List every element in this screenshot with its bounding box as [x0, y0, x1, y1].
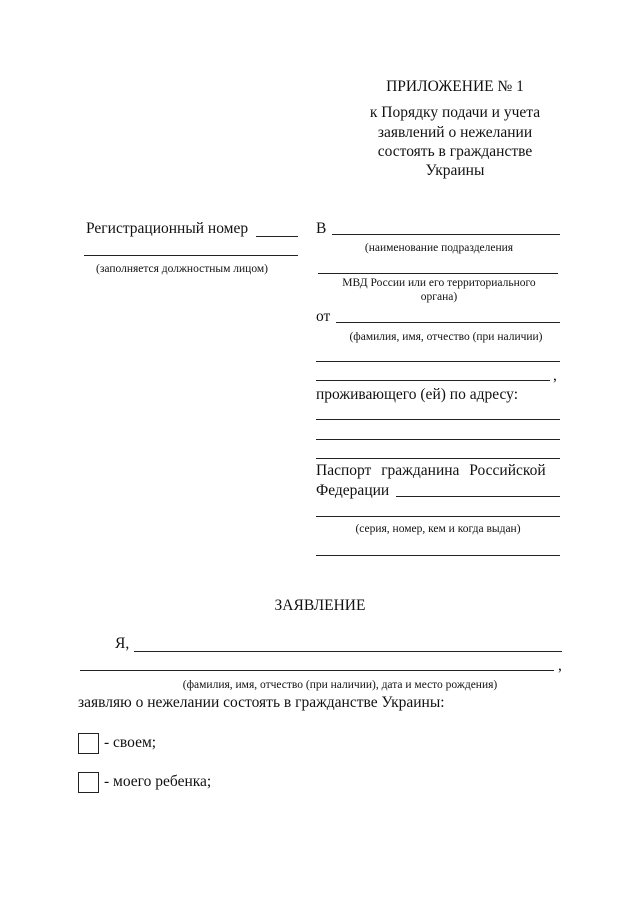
address-field-2[interactable] — [316, 439, 560, 440]
appendix-subtitle-line: Украины — [425, 162, 485, 179]
passport-hint: (серия, номер, кем и когда выдан) — [355, 523, 521, 535]
passport-label-line-2: Федерации — [316, 482, 390, 499]
residing-label: проживающего (ей) по адресу: — [316, 386, 518, 403]
applicant-name-field-2[interactable] — [316, 361, 560, 362]
department-hint: (наименование подразделения — [364, 242, 514, 254]
from-prefix: от — [316, 308, 331, 325]
passport-field-2[interactable] — [316, 516, 560, 517]
declaration-text: заявляю о нежелании состоять в гражданстве Украины: — [78, 694, 445, 711]
option-self-label: - своем; — [104, 734, 157, 751]
registration-hint: (заполняется должностным лицом) — [96, 263, 268, 275]
appendix-title: ПРИЛОЖЕНИЕ № 1 — [386, 78, 524, 95]
appendix-subtitle-line: к Порядку подачи и учета — [369, 104, 541, 121]
department-field-2[interactable] — [318, 273, 558, 274]
address-field-3[interactable] — [316, 458, 560, 459]
comma: , — [553, 367, 557, 384]
mvd-hint-line-1: МВД России или его территориального — [342, 277, 536, 289]
applicant-name-hint: (фамилия, имя, отчество (при наличии) — [349, 331, 543, 343]
option-child-label: - моего ребенка; — [104, 773, 212, 790]
department-field[interactable] — [332, 234, 560, 235]
applicant-name-field-3[interactable] — [316, 380, 550, 381]
passport-field-3[interactable] — [316, 555, 560, 556]
option-self-checkbox[interactable] — [78, 733, 99, 754]
registration-extra-field[interactable] — [84, 255, 298, 256]
comma: , — [558, 657, 562, 674]
person-field-2[interactable] — [80, 670, 554, 671]
passport-field-1[interactable] — [396, 496, 560, 497]
appendix-subtitle-line: заявлений о нежелании — [377, 124, 533, 141]
passport-label-text: Паспорт гражданина Российской — [316, 462, 546, 479]
registration-label: Регистрационный номер — [86, 220, 249, 237]
applicant-name-field[interactable] — [336, 322, 560, 323]
statement-heading: ЗАЯВЛЕНИЕ — [274, 597, 366, 614]
address-field-1[interactable] — [316, 419, 560, 420]
passport-label-line-1 — [316, 462, 560, 480]
mvd-hint-line-2: органа) — [420, 291, 458, 303]
person-hint: (фамилия, имя, отчество (при наличии), дата и место рождения) — [182, 679, 498, 691]
person-field-1[interactable] — [134, 651, 562, 652]
registration-number-field[interactable] — [256, 236, 298, 237]
i-prefix: Я, — [115, 635, 130, 652]
option-child-checkbox[interactable] — [78, 772, 99, 793]
to-prefix: В — [316, 220, 327, 237]
appendix-subtitle-line: состоять в гражданстве — [377, 143, 533, 160]
